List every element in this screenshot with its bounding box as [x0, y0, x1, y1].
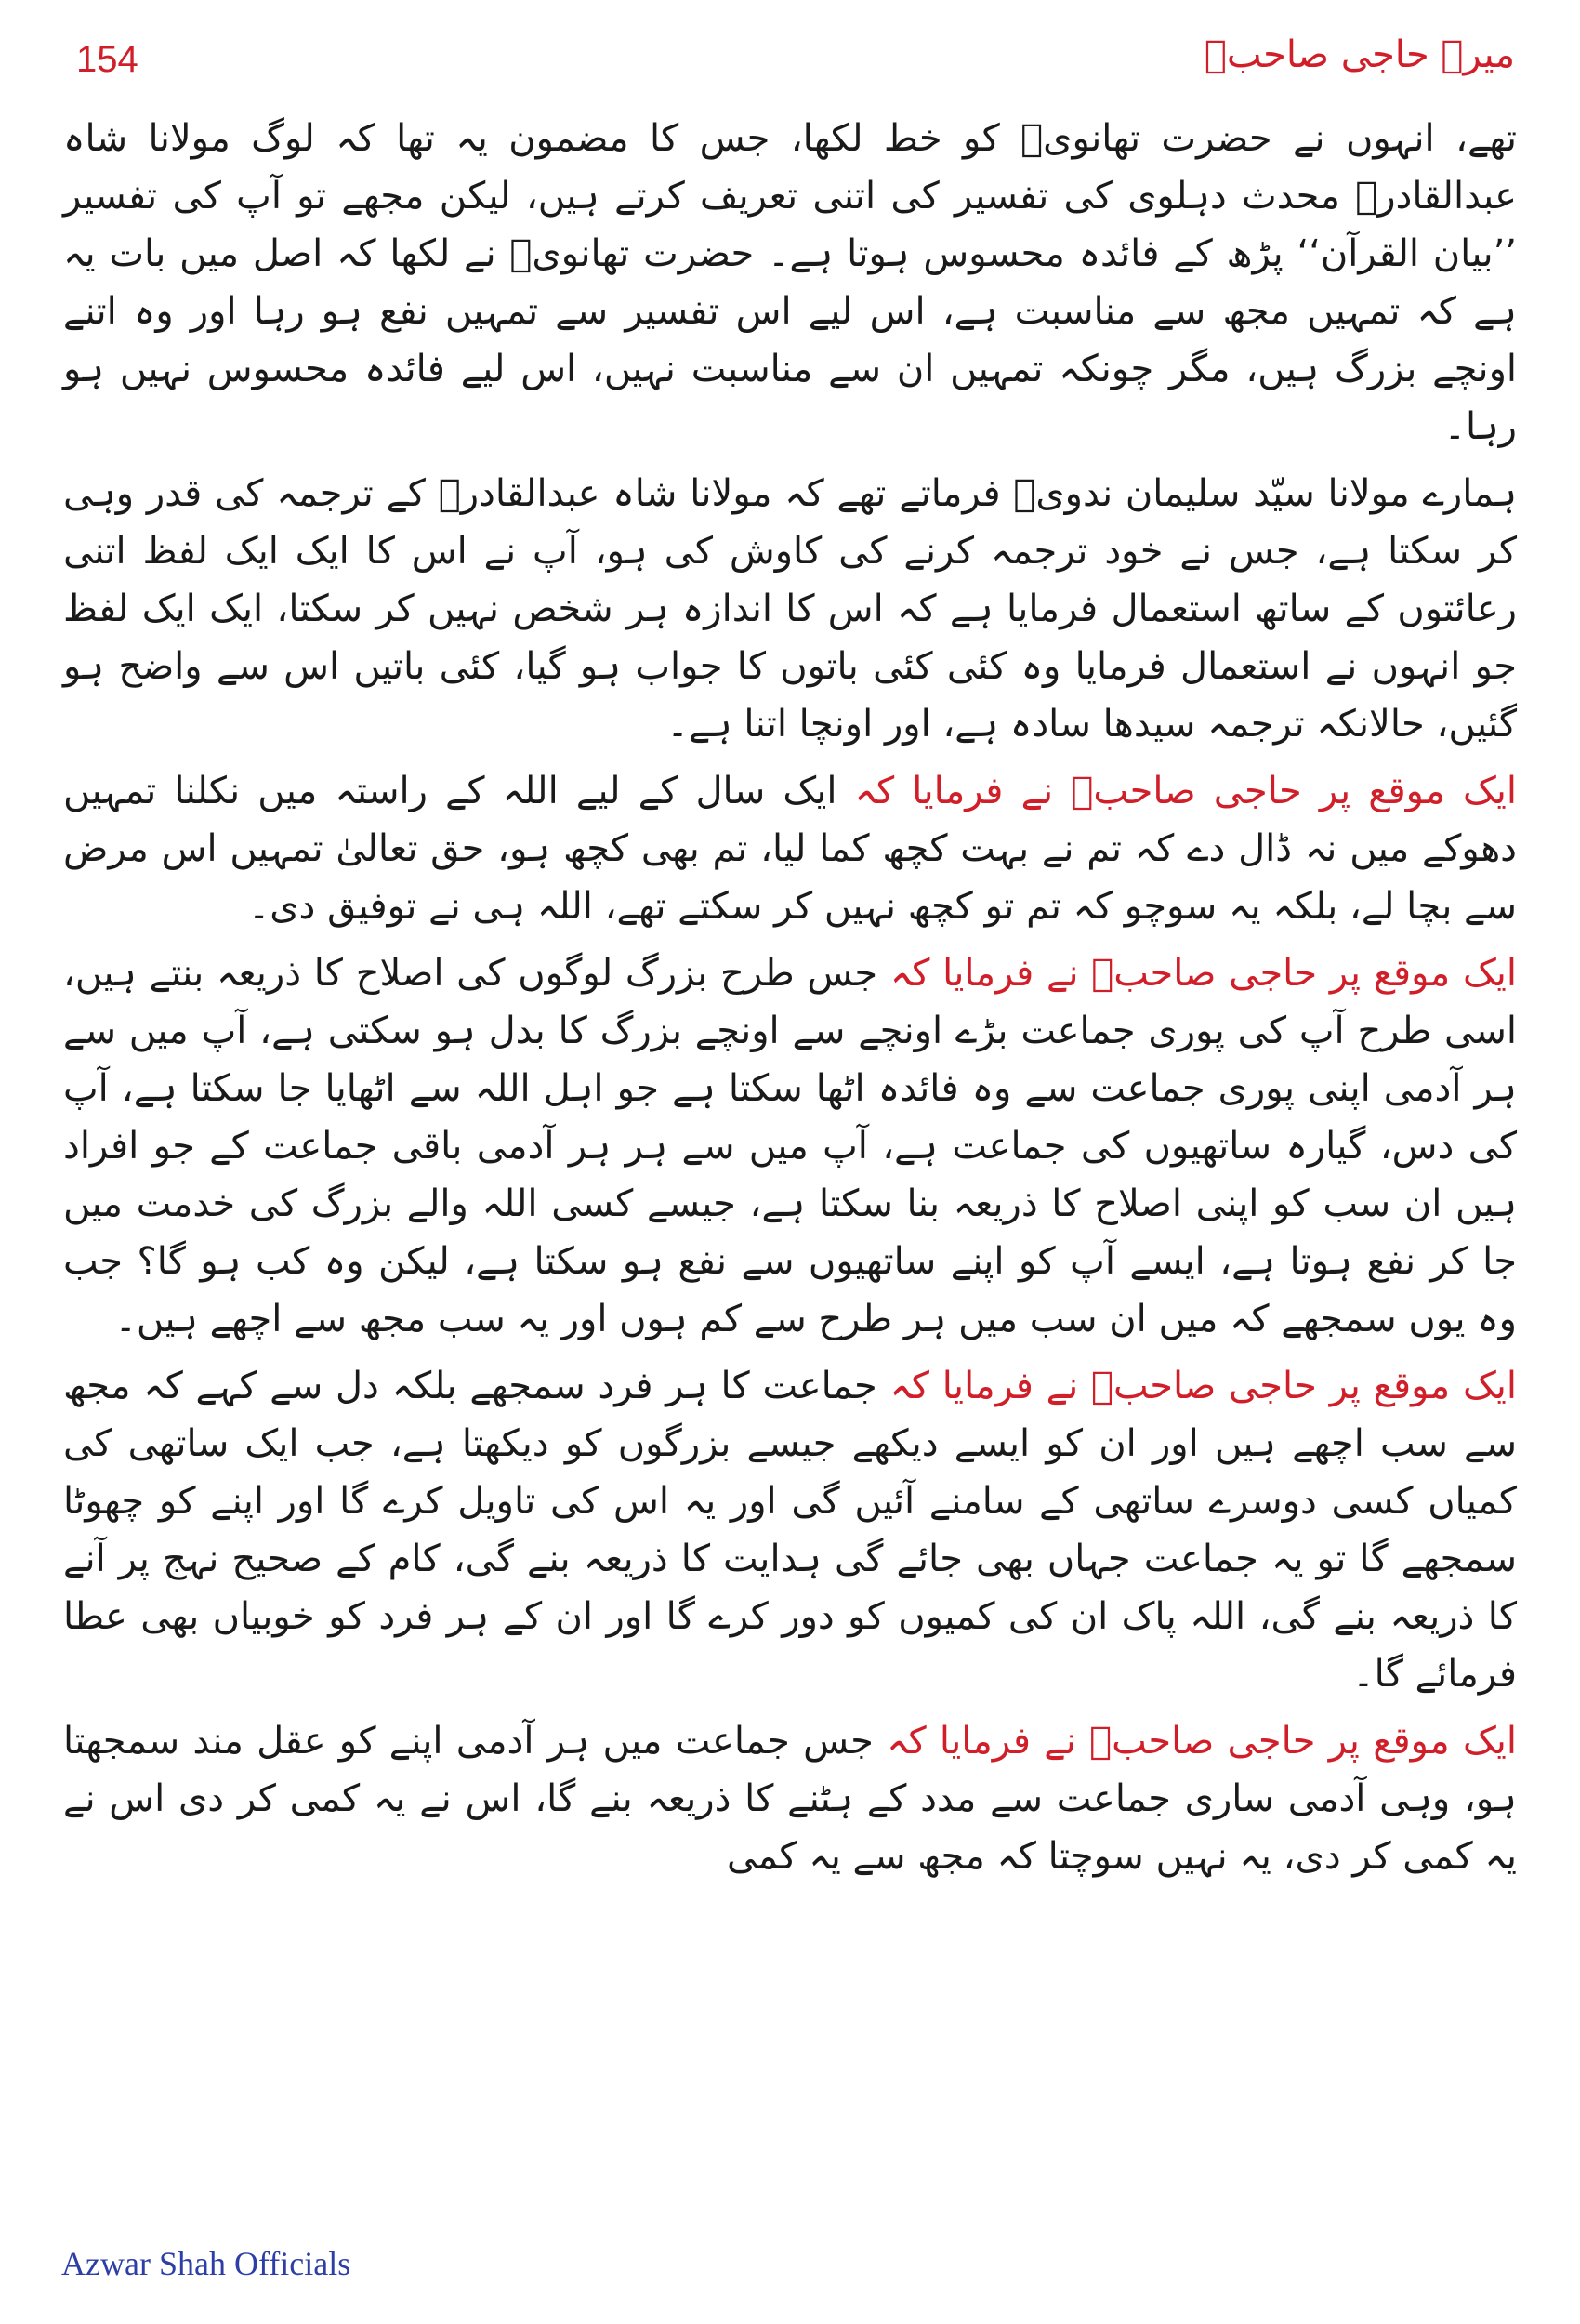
paragraph-5 — [63, 1357, 1517, 1703]
paragraph-text: ایک سال کے لیے اللہ کے راستہ میں نکلنا تمہیں دھوکے میں نہ ڈال دے کہ تم نے بہت کچھ کما لیا، تم بھی کچھ ہو، حق تعالیٰ تمہیں اس مرض سے بچا لے، بلکہ یہ سوچو کہ تم تو کچھ نہیں کر سکتے تھے، اللہ ہی نے توفیق دی۔ — [63, 770, 1517, 928]
paragraph-1 — [63, 110, 1517, 456]
paragraph-lead: ایک موقع پر حاجی صاحبؒ نے فرمایا کہ — [889, 1365, 1517, 1407]
paragraph-text: جس طرح بزرگ لوگوں کی اصلاح کا ذریعہ بنتے ہیں، اسی طرح آپ کی پوری جماعت بڑے اونچے سے اونچے بزرگ کا بدل ہو سکتی ہے، آپ میں سے ہر آدمی اپنی پوری جماعت سے وہ فائدہ اٹھا سکتا ہے جو اہل اللہ سے اٹھایا جا سکتا ہے، آپ کی دس، گیارہ ساتھیوں کی جماعت ہے، آپ میں سے ہر ہر آدمی باقی جماعت کے جو افراد ہیں ان سب کو اپنی اصلاح کا ذریعہ بنا سکتا ہے، جیسے کسی اللہ والے بزرگ کی خدمت میں جا کر نفع ہوتا ہے، ایسے آپ کو اپنے ساتھیوں سے نفع ہو سکتا ہے، لیکن وہ کب ہو گا؟ جب وہ یوں سمجھے کہ میں ان سب میں ہر طرح سے کم ہوں اور یہ سب مجھ سے اچھے ہیں۔ — [63, 952, 1517, 1340]
paragraph-4 — [63, 944, 1517, 1348]
paragraph-3 — [63, 762, 1517, 935]
running-title: میرے حاجی صاحبؒ — [1204, 33, 1515, 76]
paragraph-text: جماعت کا ہر فرد سمجھے بلکہ دل سے کہے کہ مجھ سے سب اچھے ہیں اور ان کو ایسے دیکھے جیسے بزرگوں کو دیکھتا ہے، جب ایک ساتھی کی کمیاں کسی دوسرے ساتھی کے سامنے آئیں گی اور یہ اس کی تاویل کرے گا اور اپنے کو چھوٹا سمجھے گا تو یہ جماعت جہاں بھی جائے گی ہدایت کا ذریعہ بنے گی، کام کے صحیح نہج پر آنے کا ذریعہ بنے گی، اللہ پاک ان کی کمیوں کو دور کرے گا اور ان کے ہر فرد کو خوبیاں بھی عطا فرمائے گا۔ — [63, 1365, 1517, 1696]
paragraph-text: جس جماعت میں ہر آدمی اپنے کو عقل مند سمجھتا ہو، وہی آدمی ساری جماعت سے مدد کے ہٹنے کا ذریعہ بنے گا، اس نے یہ کمی کر دی اس نے یہ کمی کر دی، یہ نہیں سوچتا کہ مجھ سے یہ کمی — [63, 1720, 1517, 1878]
page-number: 154 — [76, 39, 138, 80]
page-header — [65, 26, 1515, 100]
paragraph-6 — [63, 1712, 1517, 1885]
footer-credit: Azwar Shah Officials — [61, 2245, 351, 2282]
page-body — [63, 110, 1517, 2211]
paragraph-lead: ایک موقع پر حاجی صاحبؒ نے فرمایا کہ — [854, 770, 1517, 812]
paragraph-text: تھے، انہوں نے حضرت تھانویؒ کو خط لکھا، جس کا مضمون یہ تھا کہ لوگ مولانا شاہ عبدالقادرؒ محدث دہلوی کی تفسیر کی اتنی تعریف کرتے ہیں، لیکن مجھے تو آپ کی تفسیر ’’بیان القرآن‘‘ پڑھ کے فائدہ محسوس ہوتا ہے۔ حضرت تھانویؒ نے لکھا کہ اصل میں بات یہ ہے کہ تمہیں مجھ سے مناسبت ہے، اس لیے اس تفسیر سے تمہیں نفع ہو رہا اور وہ اتنے اونچے بزرگ ہیں، مگر چونکہ تمہیں ان سے مناسبت نہیں، اس لیے فائدہ محسوس نہیں ہو رہا۔ — [63, 117, 1517, 448]
paragraph-lead: ایک موقع پر حاجی صاحبؒ نے فرمایا کہ — [887, 1720, 1518, 1763]
paragraph-lead: ایک موقع پر حاجی صاحبؒ نے فرمایا کہ — [889, 952, 1518, 995]
paragraph-text: ہمارے مولانا سیّد سلیمان ندویؒ فرماتے تھے کہ مولانا شاہ عبدالقادرؒ کے ترجمہ کی قدر وہی کر سکتا ہے، جس نے خود ترجمہ کرنے کی کاوش کی ہو، آپ نے اس کا ایک ایک لفظ اتنی رعائتوں کے ساتھ استعمال فرمایا ہے کہ اس کا اندازہ ہر شخص نہیں کر سکتا، ایک ایک لفظ جو انہوں نے استعمال فرمایا وہ کئی کئی باتوں کا جواب ہو گیا، کئی باتیں اس سے واضح ہو گئیں، حالانکہ ترجمہ سیدھا سادہ ہے، اور اونچا اتنا ہے۔ — [63, 472, 1517, 746]
paragraph-2 — [63, 465, 1517, 753]
